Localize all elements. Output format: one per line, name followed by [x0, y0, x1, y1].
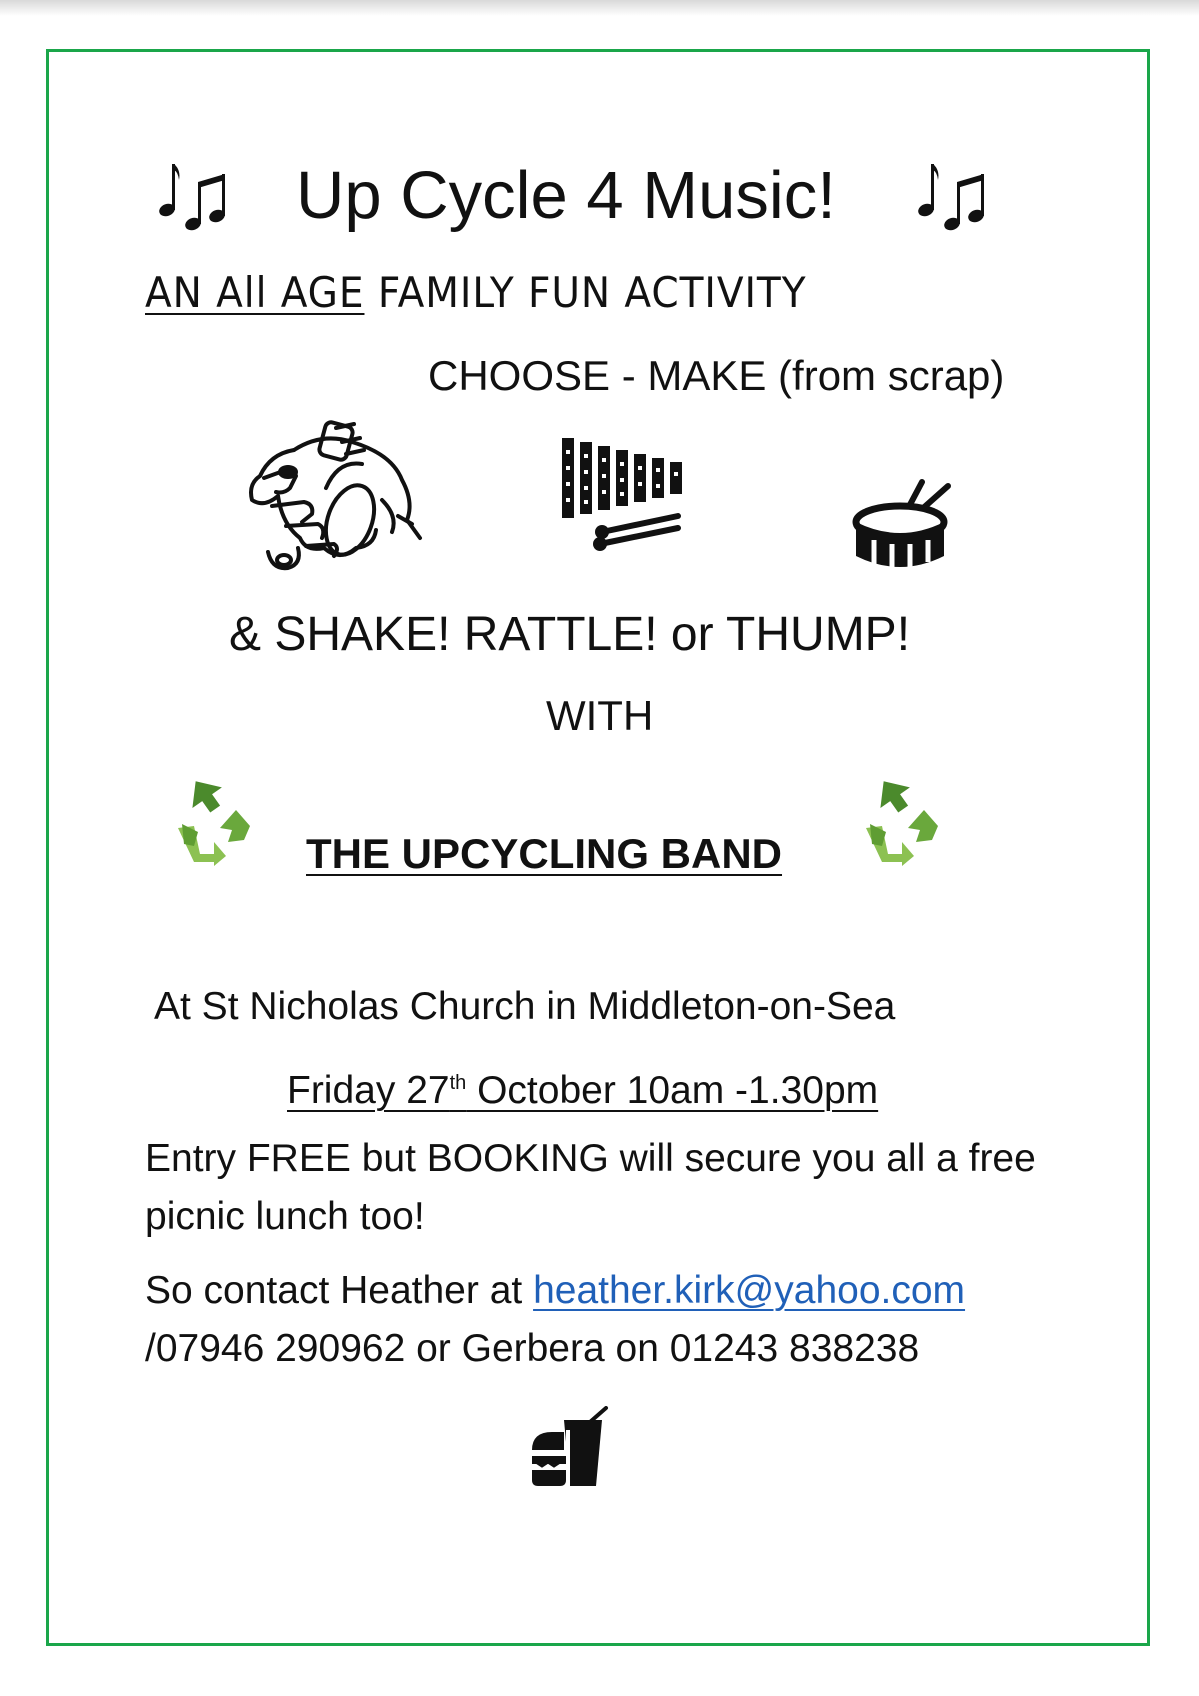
subtitle-rest: FAMILY FUN ACTIVITY [364, 268, 807, 317]
choose-make-line: CHOOSE - MAKE (from scrap) [428, 352, 1005, 399]
burger-drink-icon [530, 1406, 610, 1488]
recycle-icon [174, 774, 254, 866]
contact-info [145, 1262, 965, 1378]
drum-icon [852, 478, 952, 576]
date-suffix: th [449, 1072, 467, 1094]
date-rest: October 10am -1.30pm [466, 1069, 879, 1112]
date-day: Friday 27 [287, 1069, 450, 1112]
contact-email-link[interactable]: heather.kirk@yahoo.com [533, 1269, 966, 1312]
band-name: THE UPCYCLING BAND [306, 830, 783, 877]
entry-info [145, 1130, 1036, 1246]
music-notes-icon [912, 158, 988, 238]
subtitle-underlined: AN All AGE [145, 268, 365, 317]
shake-rattle-thump-line: & SHAKE! RATTLE! or THUMP! [229, 608, 911, 661]
contact-prefix: So contact Heather at [145, 1269, 534, 1312]
contact-line-2: /07946 290962 or Gerbera on 01243 838238 [145, 1327, 920, 1370]
subtitle [145, 265, 807, 321]
venue-line: At St Nicholas Church in Middleton-on-Sea [154, 985, 896, 1028]
entry-line-2: picnic lunch too! [145, 1195, 425, 1238]
music-notes-icon [153, 158, 229, 238]
event-date [287, 1058, 878, 1116]
poster-title: Up Cycle 4 Music! [296, 158, 836, 233]
with-line: WITH [546, 692, 654, 739]
contact-line-1 [145, 1262, 965, 1320]
xylophone-icon [560, 436, 688, 556]
castanets-hand-icon [242, 420, 424, 582]
recycle-icon [862, 774, 942, 866]
top-shadow-bar [0, 0, 1199, 16]
entry-line-1: Entry FREE but BOOKING will secure you all a free [145, 1137, 1036, 1180]
